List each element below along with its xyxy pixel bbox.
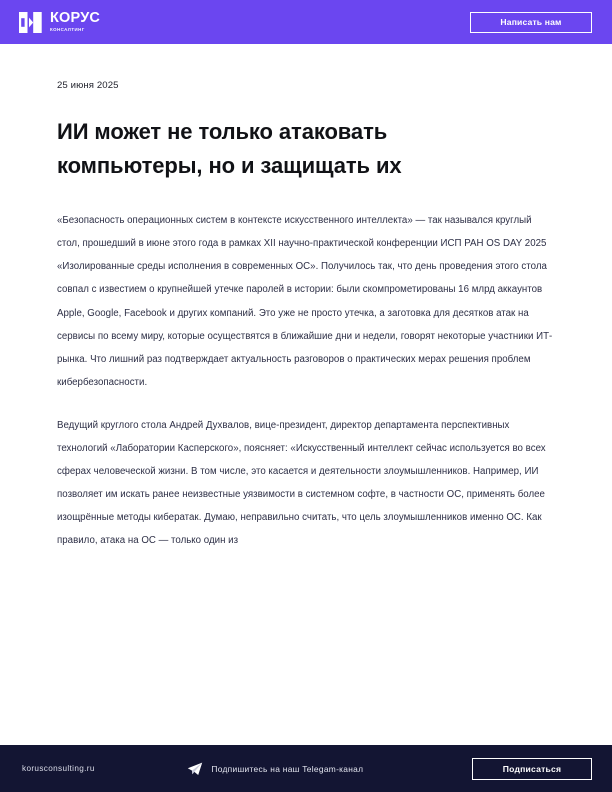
footer-website-link[interactable]: korusconsulting.ru	[22, 764, 95, 773]
brand-logo[interactable]	[18, 10, 100, 35]
site-header	[0, 0, 612, 44]
subscribe-button[interactable]: Подписаться	[472, 758, 592, 780]
brand-name: КОРУС	[50, 10, 101, 27]
korus-k-logo-icon	[18, 10, 43, 35]
publish-date: 25 июня 2025	[57, 80, 119, 91]
article-body	[57, 209, 555, 552]
footer-cta-text: Подпишитесь на наш Telegam-канал	[211, 763, 364, 774]
article-content	[0, 44, 612, 745]
brand-subtitle: КОНСАЛТИНГ	[50, 27, 85, 33]
telegram-paper-plane-icon	[187, 761, 203, 777]
site-footer	[0, 745, 612, 792]
footer-telegram-promo	[95, 761, 472, 777]
article-paragraph: «Безопасность операционных систем в контексте искусственного интеллекта» — так назывался круглый стол, прошедший в июне этого года в рамках XII научно-практической конференции ИСП РАН OS DAY 2025 «Изолированные среды исполнения в современных ОС». Получилось так, что день проведения этого стола совпал с известием о крупнейшей утечке паролей в истории: были скомпрометированы 16 млрд аккаунтов Apple, Google, Facebook и других компаний. Это уже не просто утечка, а заготовка для десятков атак на сервисы по всему миру, которые осуществятся в ближайшие дни и недели, говорят некоторые участники ИТ-рынка. Что лишний раз подтверждает актуальность разговоров о практических мерах решения проблем кибербезопасности.	[57, 215, 553, 388]
article-paragraph: Ведущий круглого стола Андрей Духвалов, вице-президент, директор департамента перспективных технологий «Лаборатории Касперского», поясняет: «Искусственный интеллект сейчас используется во всех сферах человеческой жизни. В том числе, это касается и деятельности злоумышленников. Например, ИИ позволяет им искать ранее неизвестные уязвимости в системном софте, в частности ОС, применять более изощрённые методы кибератак. Думаю, неправильно считать, что цель злоумышленников именно ОС. Как правило, атака на ОС — только один из	[57, 419, 546, 547]
contact-us-button[interactable]: Написать нам	[470, 12, 592, 33]
page-title: ИИ может не только атаковать компьютеры, но и защищать их	[57, 119, 402, 179]
brand-wordmark	[50, 11, 100, 32]
